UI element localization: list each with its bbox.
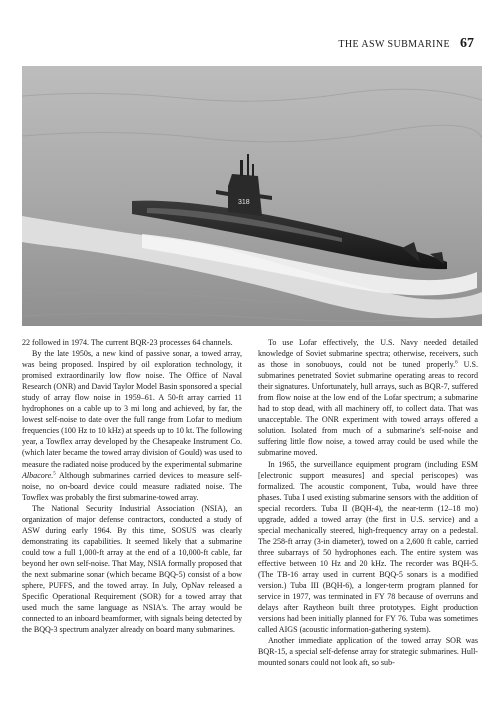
running-title: THE ASW SUBMARINE: [338, 39, 450, 50]
right-paragraph-1: [258, 337, 478, 459]
right-paragraph-1-a: To use Lofar effectively, the U.S. Navy needed detailed knowledge of Soviet submarine spectra; otherwise, receivers, such as those in sonobuoys, could not be tuned properly.: [258, 338, 478, 370]
left-paragraph-2-rest: Although submarines carried devices to measure self-noise, no on-board device could measure radiated noise. The Towflex was probably the first submarine-towed array.: [22, 470, 242, 502]
albacore-italic: Albacore.: [22, 470, 54, 480]
right-paragraph-2: In 1965, the surveillance equipment program (including ESM [electronic support measures] and special periscopes) was formalized. The acoustic component, Tuba, would have three phases. Tuba I used existing submarine sensors with the addition of special recorders. Tuba II (BQH-4), the near-term (12–18 mo) upgrade, added a towed array (the first in U.S. service) and a special mechanically steered, high-frequency array on a pedestal. The 258-ft array (3-in diameter), towed on a 2,600 ft cable, carried three subarrays of 50 hydrophones each. The entire system was effective between 10 Hz and 20 kHz. The recorder was BQH-5. (The TB-16 array used in current BQQ-5 sonars is a modified version.) Tuba III (BQH-6), a longer-term program planned for service in 1977, was terminated in FY 78 because of overruns and delays after Raytheon built three prototypes. Eight production versions had been initially planned for FY 76. Tuba was sometimes called AIGS (acoustic information-gathering system).: [258, 459, 478, 635]
hull-number: 318: [238, 199, 250, 206]
submarine-photo: [22, 66, 482, 326]
body-columns: [22, 337, 478, 668]
right-column: [258, 337, 478, 668]
right-paragraph-3: Another immediate application of the towed array SOR was BQR-15, a special self-defense array for strategic submarines. Hull-mounted sonars could not look aft, so sub-: [258, 636, 478, 668]
left-paragraph-3: The National Security Industrial Association (NSIA), an organization of major defense contractors, conducted a study of ASW during early 1964. By this time, SOSUS was clearly demonstrating its capabilities. It seemed likely that a submarine could tow a full 1,000-ft array at the end of a 10,000-ft cable, far beyond her own self-noise. That May, NSIA formally proposed that the next submarine sonar (which became BQQ-5) consist of a bow sphere, PUFFS, and the towed array. In July, OpNav released a Specific Operational Requirement (SOR) for a towed array that used much the same language as NSIA's. The array would be connected to an inboard beamformer, with signals being detected by the BQQ-3 spectrum analyzer already on board many submarines.: [22, 503, 242, 635]
footnote-5: 5: [53, 470, 56, 476]
footnote-6: 6: [455, 360, 458, 366]
left-paragraph-2-text: By the late 1950s, a new kind of passive sonar, a towed array, was being proposed. Inspired by oil exploration technology, it promised extraordinarily low flow noise. The Office of Naval Research (ONR) and David Taylor Model Basin sponsored a special study of array flow noise in 1959–61. A 50-ft array carried 11 hydrophones on a cable up to 3 mi long and achieved, by far, the lowest self-noise to date over the full range from Lofar to medium frequencies (100 Hz to 10 kHz) at speeds up to 10 kt. The following year, a Towflex array developed by the Chesapeake Instrument Co. (which later became the towed array division of Gould) was used to measure the radiated noise produced by the experimental submarine: [22, 349, 242, 469]
left-paragraph-1: 22 followed in 1974. The current BQR-23 processes 64 channels.: [22, 338, 233, 347]
right-paragraph-1-b: U.S. submarines penetrated Soviet submarine operating areas to record their signatures. Unfortunately, hull arrays, such as BQR-7, suffered from flow noise at the low end of the Lofar spectrum; a submarine had to stop dead, with all machinery off, to collect data. That was unacceptable. The ONR experiment with towed arrays offered a solution. Isolated from much of a submarine's self-noise and suffering little flow noise, a towed array could be used while the submarine moved.: [258, 360, 478, 458]
page-number: 67: [460, 36, 474, 51]
left-paragraph-2: [22, 348, 242, 503]
left-column: [22, 337, 242, 668]
running-header: [338, 36, 474, 52]
